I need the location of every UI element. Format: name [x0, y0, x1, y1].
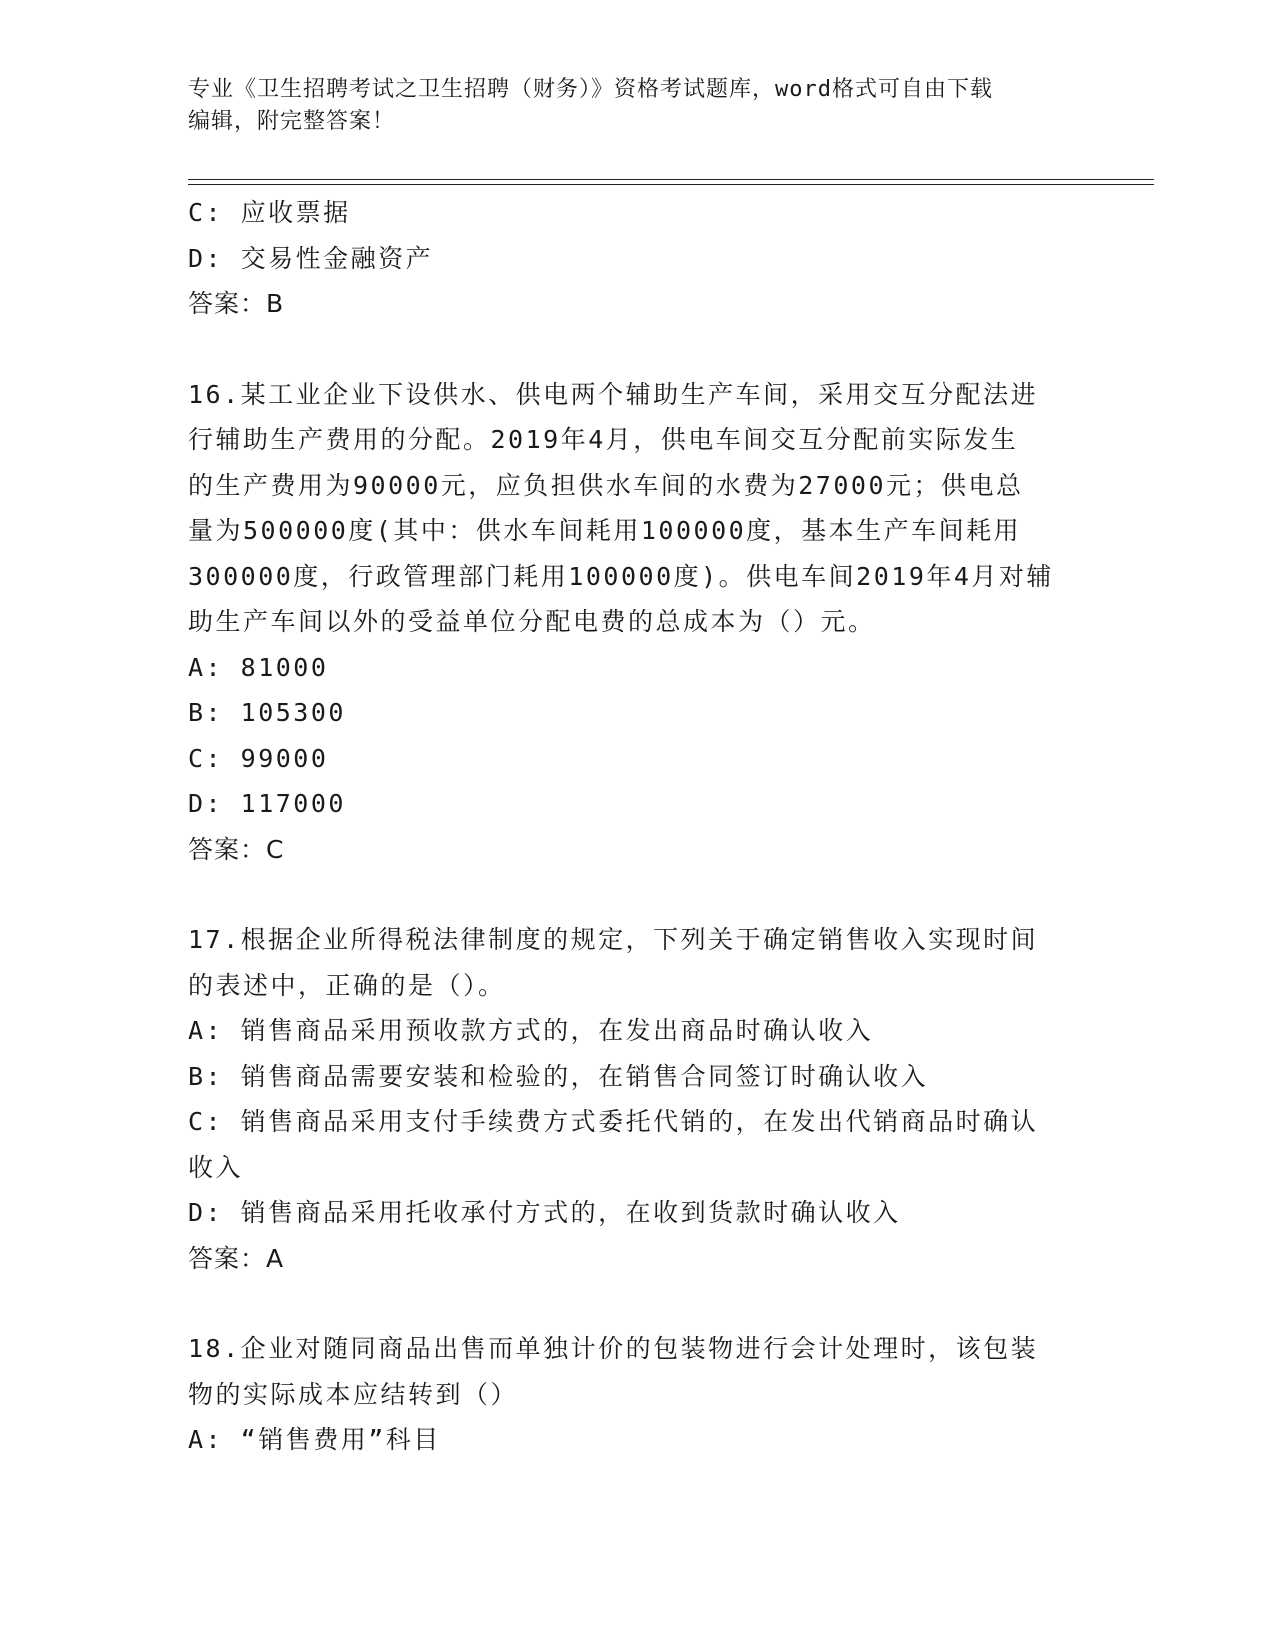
question-spacer: [188, 872, 1078, 917]
question-stem-line: 16.某工业企业下设供水、供电两个辅助生产车间，采用交互分配法进: [188, 379, 1039, 409]
answer-line: 答案：B: [188, 289, 285, 318]
question-stem-line: 物的实际成本应结转到（）: [188, 1379, 519, 1409]
question-spacer: [188, 1281, 1078, 1326]
question-stem-line: 300000度，行政管理部门耗用100000度)。供电车间2019年4月对辅: [188, 561, 1054, 591]
question-16: [188, 372, 1078, 873]
option-c: C: 99000: [188, 743, 329, 773]
question-stem-line: 的生产费用为90000元，应负担供水车间的水费为27000元；供电总: [188, 470, 1024, 500]
question-stem-line: 量为500000度(其中：供水车间耗用100000度，基本生产车间耗用: [188, 516, 1022, 545]
option-c: C: 应收票据: [188, 198, 351, 227]
option-d: D: 117000: [188, 789, 346, 818]
header-divider-top: [188, 179, 1154, 180]
question-spacer: [188, 327, 1078, 372]
question-17: [188, 917, 1078, 1281]
document-body: [188, 190, 1078, 1463]
question-stem-line: 17.根据企业所得税法律制度的规定，下列关于确定销售收入实现时间: [188, 925, 1039, 954]
question-stem-line: 助生产车间以外的受益单位分配电费的总成本为（）元。: [188, 607, 876, 636]
header-line-2: 编辑，附完整答案！: [188, 109, 396, 134]
option-d: D: 销售商品采用托收承付方式的，在收到货款时确认收入: [188, 1198, 901, 1227]
answer-line: 答案：A: [188, 1243, 285, 1273]
header-line-1: 专业《卫生招聘考试之卫生招聘（财务）》资格考试题库，word格式可自由下载: [188, 77, 993, 102]
option-b: B: 105300: [188, 698, 346, 727]
option-a: A: 81000: [188, 652, 329, 682]
option-d: D: 交易性金融资产: [188, 243, 434, 273]
question-stem-line: 18.企业对随同商品出售而单独计价的包装物进行会计处理时，该包装: [188, 1334, 1039, 1363]
option-a: A: 销售商品采用预收款方式的，在发出商品时确认收入: [188, 1016, 874, 1045]
document-header: [188, 74, 1088, 138]
answer-line: 答案：C: [188, 834, 285, 864]
option-c-continued: 收入: [188, 1152, 244, 1182]
question-15-tail: [188, 190, 1078, 327]
question-stem-line: 的表述中，正确的是（）。: [188, 970, 506, 1000]
question-stem-line: 行辅助生产费用的分配。2019年4月，供电车间交互分配前实际发生: [188, 425, 1019, 454]
option-b: B: 销售商品需要安装和检验的，在销售合同签订时确认收入: [188, 1061, 929, 1091]
option-c: C: 销售商品采用支付手续费方式委托代销的，在发出代销商品时确认: [188, 1107, 1039, 1136]
option-a: A: “销售费用”科目: [188, 1425, 441, 1454]
question-18: [188, 1326, 1078, 1463]
header-divider-bottom: [188, 184, 1154, 185]
